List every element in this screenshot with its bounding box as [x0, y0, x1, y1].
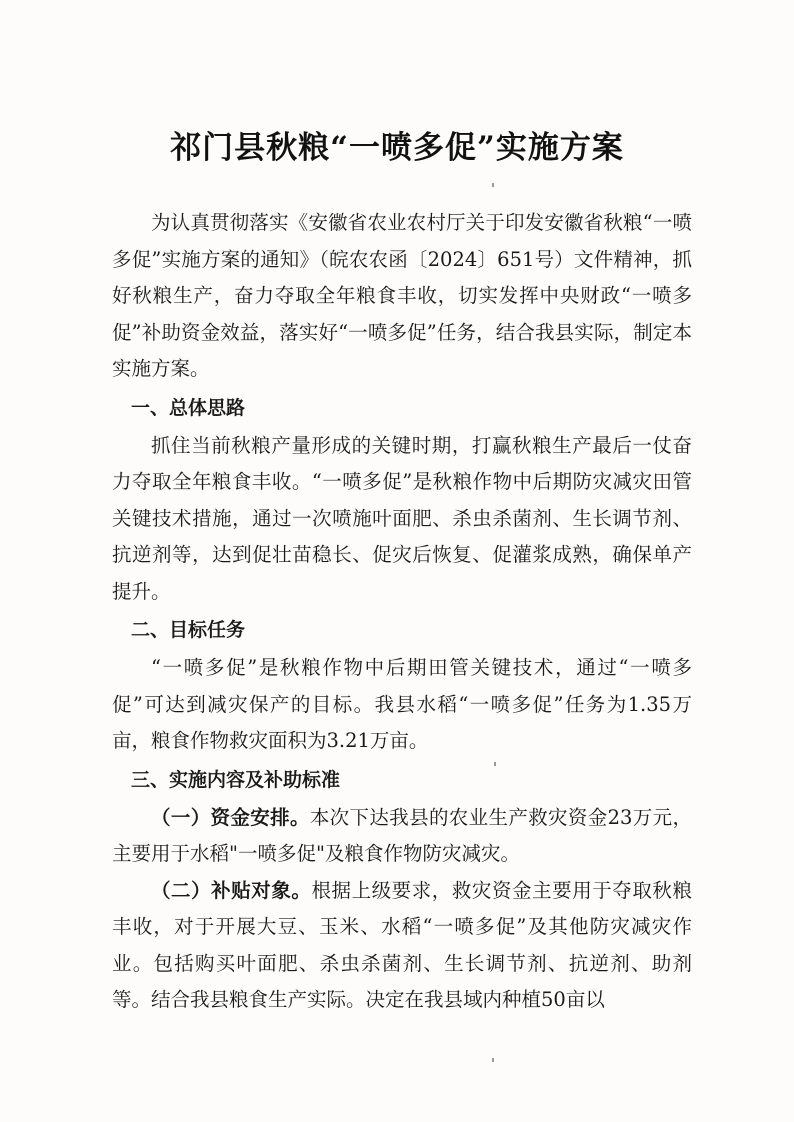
scan-speck — [494, 762, 496, 766]
section-heading-content-and-standards: 三、实施内容及补助标准 — [131, 768, 341, 791]
scan-speck — [492, 1058, 494, 1062]
section-heading-target-tasks: 二、目标任务 — [131, 619, 246, 641]
item-funding-arrangement — [112, 800, 692, 873]
item-funding-arrangement-label: （一）资金安排。 — [151, 805, 310, 829]
item-subsidy-recipients — [112, 873, 692, 1019]
section-text-target-tasks: “一喷多促”是秋粮作物中后期田管关键技术，通过“一喷多促”可达到减灾保产的目标。我县水稻“一喷多促”任务为1.35万亩，粮食作物救灾面积为3.21万亩。 — [112, 656, 692, 752]
item-subsidy-recipients-label: （二）补贴对象。 — [151, 878, 312, 902]
document-body — [112, 205, 692, 1019]
document-title: 祁门县秋粮“一喷多促”实施方案 — [170, 130, 624, 166]
section-heading-overall-approach: 一、总体思路 — [131, 396, 246, 419]
section-text-overall-approach: 抓住当前秋粮产量形成的关键时期，打赢秋粮生产最后一仗奋力夺取全年粮食丰收。“一喷多促”是秋粮作物中后期防灾减灾田管关键技术措施，通过一次喷施叶面肥、杀虫杀菌剂、生长调节剂、抗逆剂等，达到促壮苗稳长、促灾后恢复、促灌浆成熟，确保单产提升。 — [112, 433, 692, 603]
item-subsidy-recipients-text: 根据上级要求，救灾资金主要用于夺取秋粮丰收，对于开展大豆、玉米、水稻“一喷多促”及其他防灾减灾作业。包括购买叶面肥、杀虫杀菌剂、生长调节剂、抗逆剂、助剂等。结合我县粮食生产实际。决定在我县域内种植50亩以 — [112, 878, 692, 1011]
intro-paragraph: 为认真贯彻落实《安徽省农业农村厅关于印发安徽省秋粮“一喷多促”实施方案的通知》（皖农农函〔2024〕651号）文件精神，抓好秋粮生产，奋力夺取全年粮食丰收，切实发挥中央财政“一喷多促”补助资金效益，落实好“一喷多促”任务，结合我县实际，制定本实施方案。 — [112, 211, 692, 380]
scan-speck — [492, 183, 494, 187]
item-funding-arrangement-text: 本次下达我县的农业生产救灾资金23万元，主要用于水稻"一喷多促"及粮食作物防灾减灾。 — [112, 805, 692, 865]
